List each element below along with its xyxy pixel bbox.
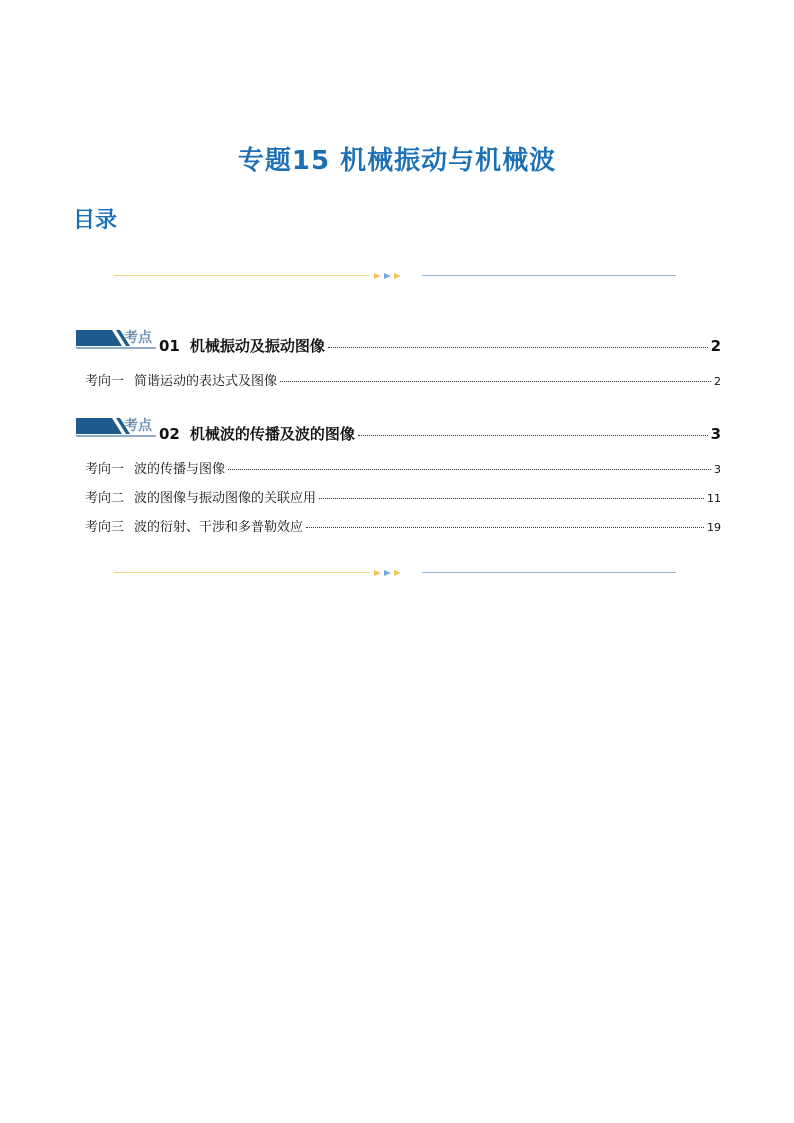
triple-arrow-icon <box>372 568 406 578</box>
item-title: 波的衍射、干涉和多普勒效应 <box>134 520 304 535</box>
kaodian-tag-1 <box>76 326 156 350</box>
leader-dots <box>306 527 704 528</box>
item-label <box>85 516 303 535</box>
item-label <box>85 370 277 389</box>
item-title: 简谐运动的表达式及图像 <box>134 374 278 389</box>
page-number: 19 <box>707 521 721 534</box>
kaodian-tag-2 <box>76 414 156 438</box>
divider-right-line <box>422 275 676 276</box>
tag-text: 考点 <box>124 330 152 346</box>
item-prefix: 考向一 <box>85 462 125 477</box>
page-number: 11 <box>707 492 721 505</box>
divider-bottom <box>114 568 676 578</box>
leader-dots <box>328 347 708 348</box>
section-number: 02 <box>159 425 180 443</box>
toc-section-1[interactable] <box>159 335 721 356</box>
item-label <box>85 487 316 506</box>
item-title: 波的传播与图像 <box>134 462 226 477</box>
divider-top <box>114 271 676 281</box>
toc-section-2[interactable] <box>159 423 721 444</box>
item-label <box>85 458 225 477</box>
item-prefix: 考向三 <box>85 520 125 535</box>
section-label <box>159 423 355 444</box>
leader-dots <box>319 498 704 499</box>
leader-dots <box>280 381 711 382</box>
section-label <box>159 335 325 356</box>
item-prefix: 考向一 <box>85 374 125 389</box>
toc-item[interactable] <box>85 487 721 506</box>
tag-text: 考点 <box>124 418 152 434</box>
section-number: 01 <box>159 337 180 355</box>
divider-left-line <box>114 275 370 276</box>
page-number: 3 <box>714 463 721 476</box>
item-prefix: 考向二 <box>85 491 125 506</box>
divider-left-line <box>114 572 370 573</box>
page-number: 3 <box>710 425 721 443</box>
toc-heading: 目录 <box>73 208 118 233</box>
triple-arrow-icon <box>372 271 406 281</box>
leader-dots <box>228 469 711 470</box>
section-title: 机械波的传播及波的图像 <box>189 425 355 443</box>
divider-right-line <box>422 572 676 573</box>
page-number: 2 <box>710 337 721 355</box>
toc-item[interactable] <box>85 516 721 535</box>
page-number: 2 <box>714 375 721 388</box>
section-title: 机械振动及振动图像 <box>189 337 325 355</box>
item-title: 波的图像与振动图像的关联应用 <box>134 491 317 506</box>
leader-dots <box>358 435 708 436</box>
toc-item[interactable] <box>85 458 721 477</box>
document-title: 专题15 机械振动与机械波 <box>237 146 557 176</box>
toc-item[interactable] <box>85 370 721 389</box>
